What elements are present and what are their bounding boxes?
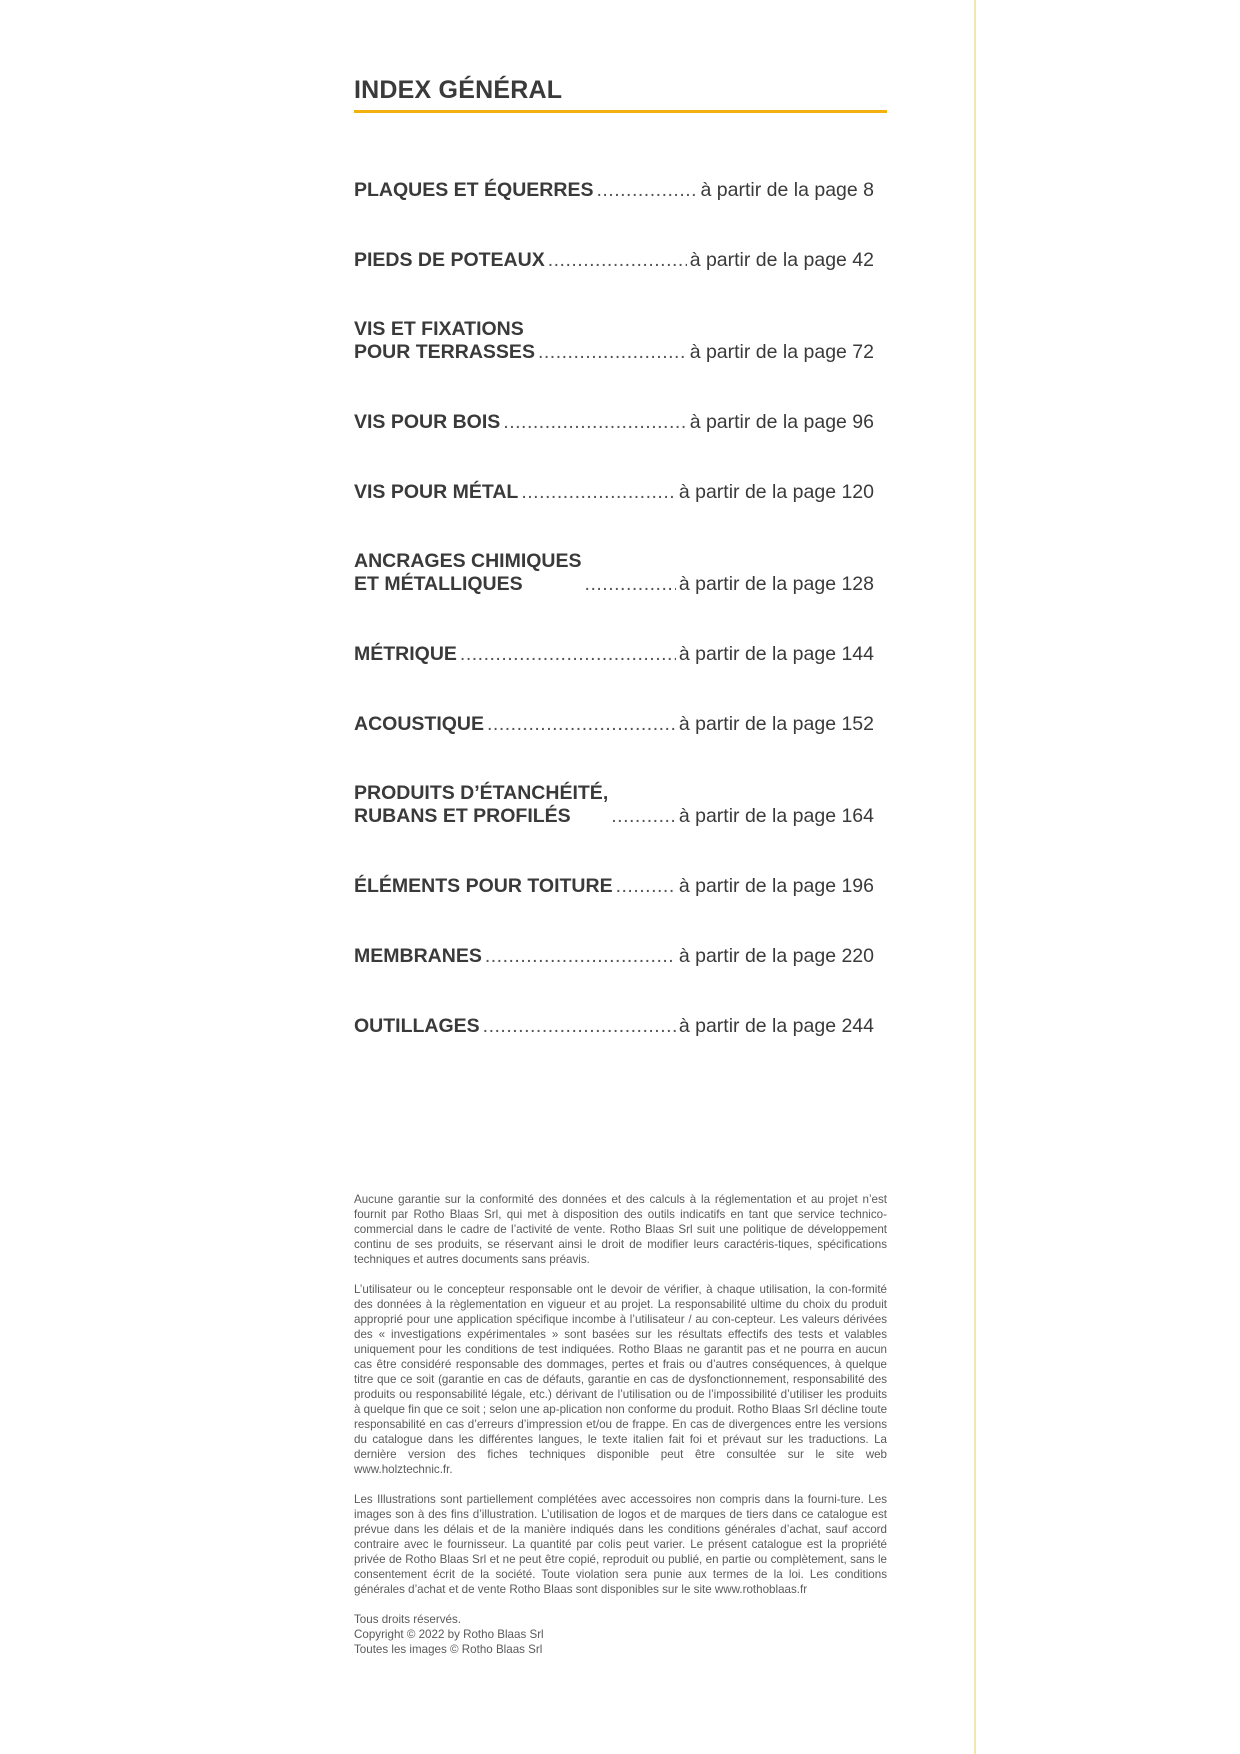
entry-page: à partir de la page 164 [678,805,874,827]
index-entry-vis-terrasses[interactable] [354,318,874,364]
copyright-line: Copyright © 2022 by Rotho Blaas Srl [354,1628,544,1641]
entry-name: VIS POUR BOIS [354,411,501,433]
entry-page: à partir de la page 144 [678,643,874,665]
entry-name: MÉTRIQUE [354,643,457,665]
dot-leader [538,341,687,364]
index-entry-toiture[interactable] [354,875,874,898]
dot-leader [521,481,676,504]
index-entry-vis-metal[interactable] [354,481,874,504]
index-entry-plaques[interactable] [354,179,874,202]
entry-page: à partir de la page 152 [678,713,874,735]
legal-paragraph-disclaimer: Aucune garantie sur la conformité des données et des calculs à la réglementation et au projet n’est fournit par Rotho Blaas Srl, qui met à disposition des outils indicatifs en tant que service technico-commercial dans le cadre de l’activité de vente. Rotho Blaas Srl suit une politique de développement continu de ses produits, se réservant ainsi le droit de modifier leurs caractéris-tiques, spécifications techniques et autres documents sans préavis. [354,1193,887,1266]
entry-name: VIS POUR MÉTAL [354,481,519,503]
index-entry-etancheite[interactable] [354,782,874,828]
index-entry-ancrages[interactable] [354,550,874,596]
entry-page: à partir de la page 244 [678,1015,874,1037]
entry-page: à partir de la page 128 [678,573,874,595]
dot-leader [616,875,676,898]
index-entry-vis-bois[interactable] [354,411,874,434]
legal-paragraph-illustrations: Les Illustrations sont partiellement complétées avec accessoires non compris dans la fourni-ture. Les images son à des fins d’illustration. L’utilisation de logos et de marques de tiers dans ce catalogue est prévue dans les délais et de la manière indiqués dans les conditions générales d’achat, sauf accord contraire avec le fournisseur. La quantité par colis peut varier. Le présent catalogue est la propriété privée de Rotho Blaas Srl et ne peut être copié, reproduit ou publié, en partie ou complètement, sans le consentement écrit de la société. Toute violation sera punie aux termes de la loi. Les conditions générales d’achat et de vente Rotho Blaas sont disponibles sur le site www.rothoblaas.fr [354,1493,887,1596]
entry-name: PLAQUES ET ÉQUERRES [354,179,594,201]
dot-leader [596,179,697,202]
entry-page: à partir de la page 196 [678,875,874,897]
dot-leader [503,411,686,434]
page-edge-rule [974,0,976,1754]
dot-leader [483,1015,676,1038]
entry-page: à partir de la page 120 [678,481,874,503]
entry-page: à partir de la page 72 [689,341,874,363]
entry-name: OUTILLAGES [354,1015,480,1037]
index-entry-metrique[interactable] [354,643,874,666]
legal-paragraph-responsibility: L’utilisateur ou le concepteur responsable ont le devoir de vérifier, à chaque utilisation, la con-formité des données à la règlementation en vigueur et au projet. La responsabilité ultime du choix du produit approprié pour une application spécifique incombe à l’utilisateur / au con-cepteur. Les valeurs dérivées des « investigations expérimentales » sont basées sur les résultats effectifs des tests et valables uniquement pour les conditions de test indiquées. Rotho Blaas ne garantit pas et ne pourra en aucun cas être considéré responsable des dommages, pertes et frais ou d’autres conséquences, à quelque titre que ce soit (garantie en cas de défauts, garantie en cas de dysfonctionnement, responsabilité des produits ou responsabilité légale, etc.) dérivant de l’utilisation ou de l’impossibilité d’utiliser les produits à quelque fin que ce soit ; selon une ap-plication non conforme du produit. Rotho Blaas Srl décline toute responsabilité en cas d’erreurs d’impression et/ou de frappe. En cas de divergences entre les versions du catalogue dans les différentes langues, le texte italien fait foi et prévaut sur les traductions. La dernière version des fiches techniques disponible peut être consultée sur le site web www.holztechnic.fr. [354,1283,888,1476]
entry-name: MEMBRANES [354,945,482,967]
index-entry-acoustique[interactable] [354,713,874,736]
dot-leader [485,945,676,968]
entry-name: PRODUITS D’ÉTANCHÉITÉ, RUBANS ET PROFILÉS [354,782,609,827]
dot-leader [460,643,676,666]
dot-leader [611,805,676,828]
dot-leader [487,713,676,736]
images-copyright: Toutes les images © Rotho Blaas Srl [354,1643,543,1656]
entry-name: ANCRAGES CHIMIQUES ET MÉTALLIQUES [354,550,582,595]
index-entry-pieds[interactable] [354,249,874,272]
entry-page: à partir de la page 42 [689,249,874,271]
entry-name: PIEDS DE POTEAUX [354,249,545,271]
entry-name: VIS ET FIXATIONS POUR TERRASSES [354,318,535,363]
entry-page: à partir de la page 96 [689,411,874,433]
legal-notice [354,1192,887,1657]
index-entry-outillages[interactable] [354,1015,874,1038]
index-entry-membranes[interactable] [354,945,874,968]
dot-leader [585,573,676,596]
rights-reserved: Tous droits réservés. [354,1613,461,1626]
title-underline [354,110,887,113]
entry-name: ÉLÉMENTS POUR TOITURE [354,875,613,897]
copyright-block [354,1612,887,1657]
entry-page: à partir de la page 8 [700,179,874,201]
page-title: INDEX GÉNÉRAL [354,76,563,104]
entry-name: ACOUSTIQUE [354,713,485,735]
dot-leader [548,249,687,272]
entry-page: à partir de la page 220 [678,945,874,967]
